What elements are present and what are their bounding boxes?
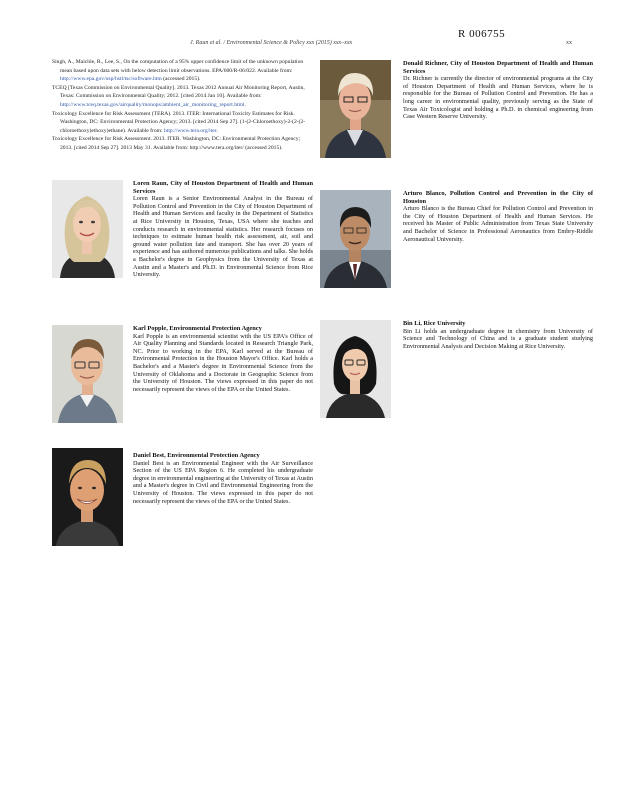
author-name: Arturo Blanco, Pollution Control and Prevention in the City of Houston <box>403 190 593 205</box>
reference-link[interactable]: http://www.tceq.texas.gov/airquality/monops/ambient_air_monitoring_report.html <box>60 101 245 108</box>
references-list <box>52 58 314 153</box>
reference-link[interactable]: http://www.epa.gov/osp/hstl/tsc/software.htm <box>60 76 162 83</box>
bio-body: Arturo Blanco is the Bureau Chief for Pollution Control and Prevention in the City of Houston Department of Health and Human Services. He received his Master of Public Administration from Texas State University and Bachelor of Science in Professional Aeronautics from Embry-Riddle Aeronautical University. <box>403 205 593 243</box>
running-head <box>190 40 572 46</box>
author-photo <box>52 180 123 278</box>
author-name: Daniel Best, Environmental Protection Agency <box>133 452 260 459</box>
bio-text-block <box>403 190 593 243</box>
author-name: Bin Li, Rice University <box>403 320 466 327</box>
bio-text-block <box>133 452 313 505</box>
author-name: Karl Popple, Environmental Protection Agency <box>133 325 262 332</box>
reference-item: TCEQ [Texas Commission on Environmental Quality]. 2013. Texas 2012 Annual Air Monitoring Report, Austin, Texas: Commission on Environmental Quality; 2012. [cited 2014 Jan 10]. Available from: http://www.tceq.texas.gov/airquality/monops/ambient_air_monitoring_report.html. <box>52 84 305 108</box>
bio-text-block <box>403 320 593 350</box>
bio-text-block <box>403 60 593 121</box>
reference-item: Toxicology Excellence for Risk Assessment (TERA). 2013. ITER: International Toxicity Estimates for Risk. Washington, DC: Environmental Protection Agency; 2013. [cited 2014 Sep 27]. (1-(2-Chloroethoxy)-2-(2-(2-chloroethoxy)ethoxy)ethane). Available from: http://www.tera.org/iter. <box>52 110 306 134</box>
running-head-citation: J. Raun et al. / Environmental Science & Policy xxx (2015) xxx–xxx <box>190 40 353 46</box>
author-photo <box>320 190 391 288</box>
reference-item: Singh, A., Maichle, R., Lee, S., On the computation of a 95% upper confidence limit of the unknown population mean based upon data sets with below detection limit observations. EPA/600/R-06/022. Available from: http://www.epa.gov/osp/hstl/tsc/software.htm (accessed 2015). <box>52 59 304 83</box>
bio-body: Loren Raun is a Senior Environmental Analyst in the Bureau of Pollution Control and Prevention in the City of Houston Department of Health and Human Services and faculty in the Department of Statistics at Rice University in Houston, Texas, USA where she teaches and conducts research in environmental statistics. Her research focuses on techniques to estimate human health risk assessment, air, soil and ground water pollution fate and transport. She has over 20 years of experience and has authored numerous publications and talks. She holds a Bachelor's degree in Geophysics from the University of Texas at Austin and a Master's and Ph.D. in Environmental Science from Rice University. <box>133 195 313 279</box>
bio-body: Dr. Richner is currently the director of environmental programs at the City of Houston Department of Health and Human Services, where he is responsible for the Bureau of Pollution Control and Prevention. He has a long career in environmental quality, previously serving as the State of Texas Air Toxicologist and holding a Ph.D. in chemical engineering from Case Western Reserve University. <box>403 75 593 121</box>
bio-text-block <box>133 325 313 393</box>
bio-text-block <box>133 180 313 279</box>
author-photo <box>52 325 123 423</box>
author-photo <box>320 320 391 418</box>
page-number: xx <box>566 40 572 46</box>
author-name: Donald Richner, City of Houston Department of Health and Human Services <box>403 60 593 75</box>
author-name: Loren Raun, City of Houston Department of Health and Human Services <box>133 180 313 195</box>
bio-body: Karl Popple is an environmental scientist with the US EPA's Office of Air Quality Planning and Standards located in Research Triangle Park, NC. Prior to working in the EPA, Karl served at the Bureau of Environmental Protection in the Houston Mayor's Office. Karl holds a Bachelor's and a Master's degree in Environmental Science from the University of Oklahoma and a Doctorate in Geographic Science from the University of Houston. The views expressed in this paper do not necessarily represent the views of the EPA or the United States. <box>133 332 313 393</box>
bio-body: Bin Li holds an undergraduate degree in chemistry from University of Science and Technology of China and is a graduate student studying Environmental Analysis and Decision Making at Rice University. <box>403 327 593 350</box>
document-stamp: R 006755 <box>458 28 506 40</box>
bio-body: Daniel Best is an Environmental Engineer with the Air Surveillance Section of the US EPA Region 6. He completed his undergraduate degree in environmental engineering at the University of Texas at Austin and a Master's degree in Civil and Environmental Engineering from the University of Houston. The views expressed in this paper do not necessarily represent the views of the EPA or the United States. <box>133 459 313 505</box>
author-photo <box>52 448 123 546</box>
reference-link[interactable]: http://www.tera.org/iter <box>163 127 217 134</box>
reference-item: Toxicology Excellence for Risk Assessment. 2013. ITER. Washington, DC: Environmental Protection Agency; 2013. [cited 2014 Sep 27]. 2013 May 31. Available from: http://www.tera.org/iter/ (accessed 2015). <box>52 136 301 151</box>
author-photo <box>320 60 391 158</box>
